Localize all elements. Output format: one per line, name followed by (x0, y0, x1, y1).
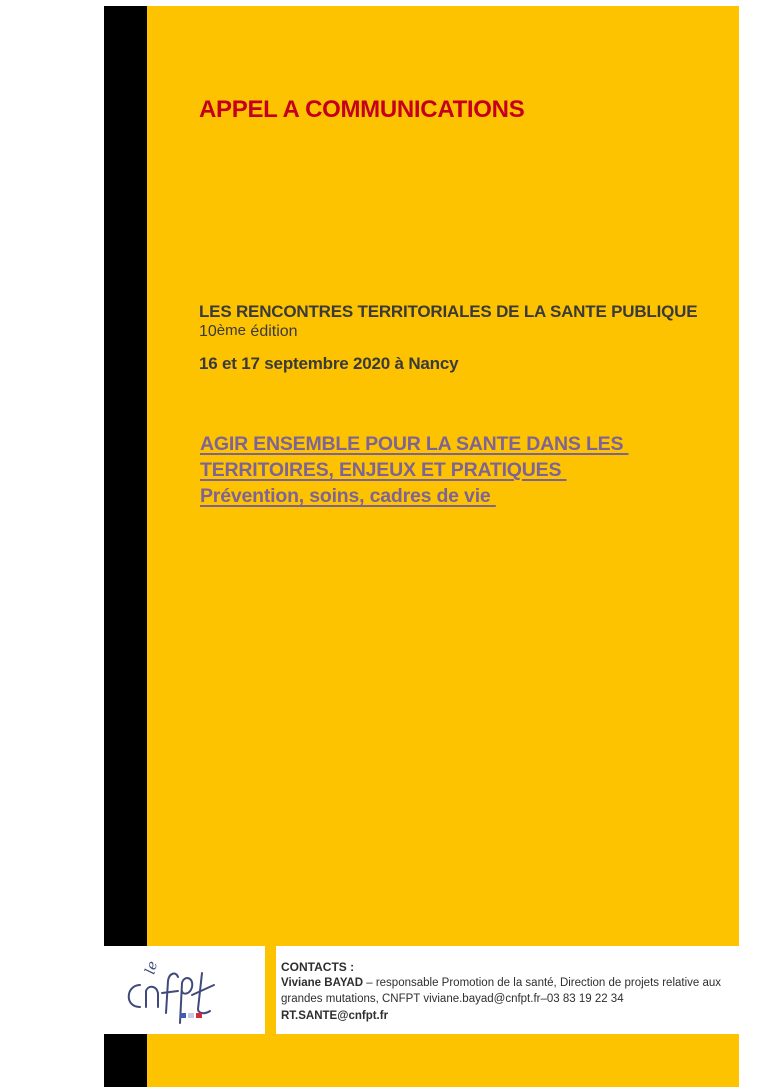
theme-line-2: TERRITOIRES, ENJEUX ET PRATIQUES (200, 459, 567, 481)
contacts-block (281, 959, 731, 1024)
contact-name: Viviane BAYAD (281, 977, 364, 989)
contact-line-1 (281, 975, 731, 991)
edition-label (199, 323, 298, 341)
theme-line-3: Prévention, soins, cadres de vie (200, 485, 496, 507)
edition-suffix: ème (216, 322, 246, 339)
footer-divider (265, 946, 276, 1034)
contacts-heading: CONTACTS : (281, 960, 355, 974)
event-theme (200, 431, 629, 509)
generic-email[interactable]: RT.SANTE@cnfpt.fr (281, 1010, 389, 1022)
event-dates: 16 et 17 septembre 2020 à Nancy (199, 354, 459, 373)
event-name: LES RENCONTRES TERRITORIALES DE LA SANTE PUBLIQUE (199, 302, 698, 321)
svg-text:le: le (142, 959, 162, 977)
theme-line-1: AGIR ENSEMBLE POUR LA SANTE DANS LES (200, 433, 629, 455)
document-title: APPEL A COMMUNICATIONS (199, 96, 525, 123)
contact-role: – responsable Promotion de la santé, Direction de projets relative aux (363, 977, 722, 989)
yellow-cover-panel (147, 6, 739, 1087)
edition-number: 10 (199, 323, 217, 340)
left-black-bar (104, 6, 147, 1087)
contact-line-2: grandes mutations, CNFPT viviane.bayad@cnfpt.fr–03 83 19 22 34 (281, 993, 624, 1005)
cnfpt-logo (118, 955, 238, 1030)
edition-word: édition (245, 323, 298, 340)
